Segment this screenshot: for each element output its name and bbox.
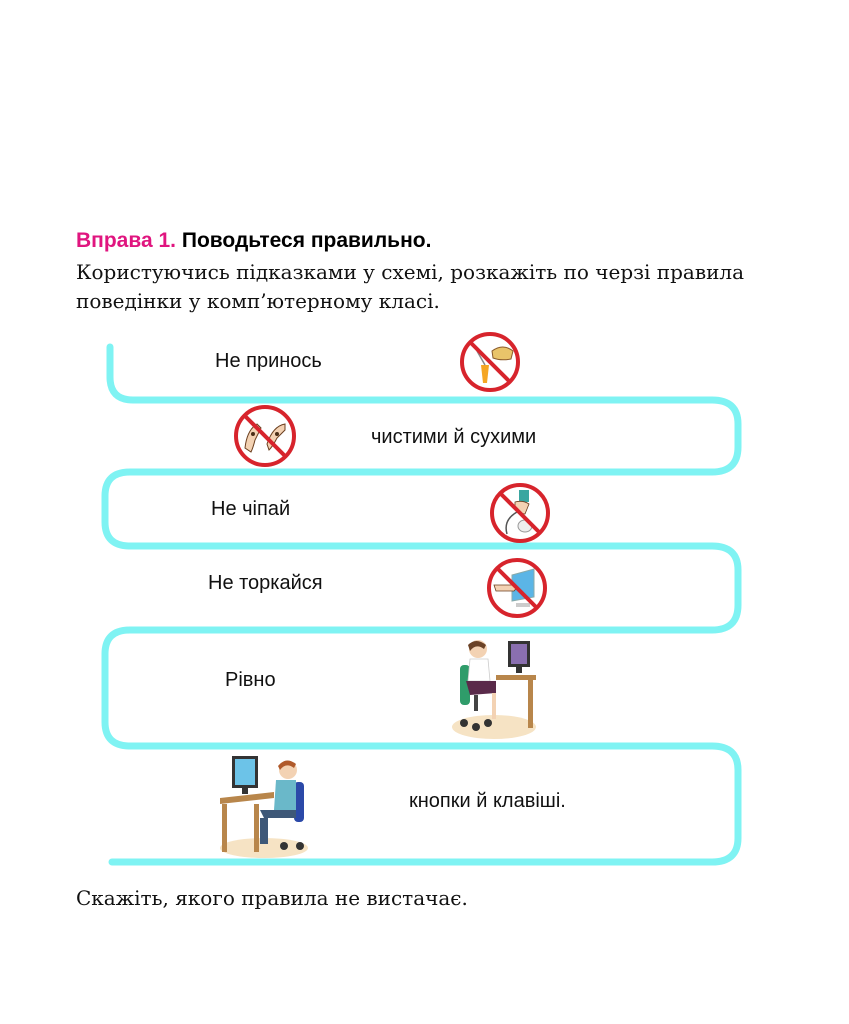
exercise-intro: Користуючись підказками у схемі, розкажіть по черзі правила поведінки у комп’ютерному класі. xyxy=(76,260,745,313)
rule-text-3: Не чіпай xyxy=(211,498,291,520)
no-food-drink-icon xyxy=(459,331,521,393)
rule-text-2: чистими й сухими xyxy=(371,426,537,448)
no-touch-cable-icon xyxy=(489,482,551,544)
missing-rule-question: Скажіть, якого правила не вистачає. xyxy=(76,886,468,910)
no-touch-screen-icon xyxy=(486,557,548,619)
rule-text-1: Не принось xyxy=(215,350,322,372)
rule-text-6: кнопки й клавіші. xyxy=(409,790,566,812)
rule-text-5: Рівно xyxy=(225,669,276,691)
rule-text-4: Не торкайся xyxy=(208,572,323,594)
no-dirty-hands-icon xyxy=(233,404,297,468)
boy-at-computer-icon xyxy=(216,752,312,858)
exercise-label: Вправа 1. xyxy=(76,229,177,252)
exercise-heading xyxy=(76,229,431,253)
exercise-title: Поводьтеся правильно. xyxy=(181,229,432,252)
girl-sitting-straight-icon xyxy=(448,635,540,739)
